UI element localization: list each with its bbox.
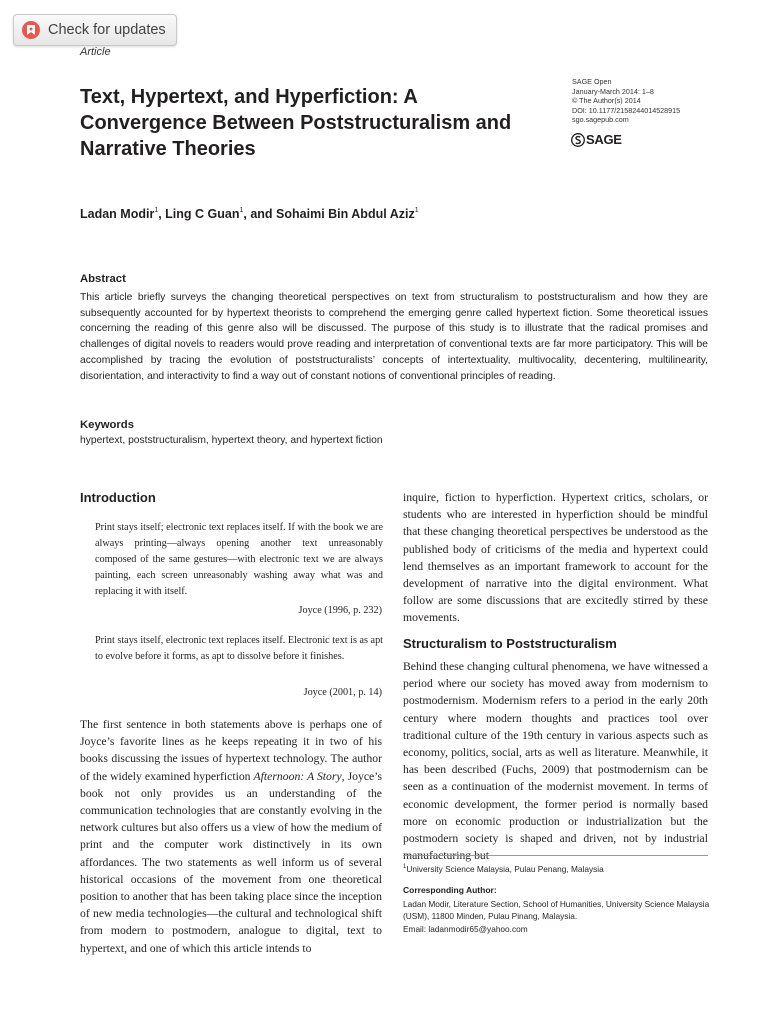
sage-logo-icon: [571, 133, 585, 147]
right-column-paragraph-1: inquire, fiction to hyperfiction. Hypertext critics, scholars, or students who are interested in hyperfiction should be mindful that these changing theoretical perspectives be understood as the published body of criticisms of the media and hypertext could lend themselves as an important framework to account for the development of narrative into the digital environment. What follow are some discussions that are excitedly stirred by these movements.: [403, 491, 708, 625]
abstract-text: This article briefly surveys the changing theoretical perspectives on text from structuralism to poststructuralism and how they are subsequently accounted for by hypertext theorists to comprehend the emerging genre called hypertext fiction. Some theoretical issues concerning the reading of this genre also will be discussed. The purpose of this study is to illustrate that the radical promises and challenges of digital novels to readers would prove reading and interpretation of conventional texts are far more participatory. This will be accomplished by tracing the evolution of poststructuralists’ concepts of intertextuality, multivocality, decentering, multilinearity, disorientation, and interactivity to find a way out of constant notions of conventional principles of reading.: [80, 292, 708, 382]
intro-paragraph-text: The first sentence in both statements above is perhaps one of Joyce’s favorite lines as he keeps repeating it in two of his books discussing the issues of hypertext technology. The author of the widely examined hyperfiction: [80, 718, 382, 783]
author-3-affiliation: 1: [414, 207, 419, 214]
check-updates-icon: [21, 20, 41, 40]
check-for-updates-label: Check for updates: [48, 22, 166, 38]
sage-logo-text: SAGE: [586, 132, 622, 147]
epigraph-quote-1: Print stays itself; electronic text replaces itself. If with the book we are always printing—always opening another text unreasonably composed of the same gestures—with electronic text we are always painting, each screen unreasonably washing away what was and replacing it with itself.: [95, 522, 383, 597]
author-1-affiliation: 1: [154, 207, 159, 214]
corresponding-author-address: Ladan Modir, Literature Section, School of Humanities, University Science Malaysia (USM), 11800 Minden, Pulau Pinang, Malaysia.: [403, 899, 710, 922]
introduction-heading: Introduction: [80, 490, 156, 505]
affiliation-footnote: [403, 864, 604, 874]
journal-site[interactable]: sgo.sagepub.com: [572, 115, 629, 125]
corresponding-author-email[interactable]: Email: ladanmodir65@yahoo.com: [403, 924, 528, 934]
author-2: Ling C Guan: [165, 207, 240, 221]
epigraph-citation-2: Joyce (2001, p. 14): [303, 687, 382, 698]
keywords-heading: Keywords: [80, 419, 134, 431]
journal-doi[interactable]: DOI: 10.1177/2158244014528915: [572, 105, 681, 115]
article-type: Article: [80, 46, 111, 58]
journal-issue: January-March 2014: 1–8: [572, 86, 654, 96]
structuralism-paragraph: Behind these changing cultural phenomena, we have witnessed a period where our society has moved away from modernism to postmodernism. Modernism refers to a period in the early 20th century where modern thoughts and practices tool over traditional culture of the 19th century in various aspects such as economy, politics, social, arts as well as literature. Meanwhile, it has been described (Fuchs, 2009) that postmodernism can be seen as a continuation of the modernist movement. In terms of economic development, the former period is normally based more on economic production or industrialization but the postmodern society is shaped and driven, not by industrial manufacturing but: [403, 660, 708, 863]
abstract-heading: Abstract: [80, 273, 126, 285]
author-2-affiliation: 1: [239, 207, 244, 214]
article-title: Text, Hypertext, and Hyperfiction: A Convergence Between Poststructuralism and Narrative Theories: [80, 86, 512, 160]
work-title: Afternoon: A Story: [253, 769, 342, 783]
author-separator: ,: [158, 207, 166, 221]
author-1: Ladan Modir: [80, 207, 155, 221]
author-separator: , and: [243, 207, 277, 221]
intro-paragraph-text: , Joyce’s book not only provides us an understanding of the communication technologies that are constantly evolving in the network cultures but also offers us a view of how the medium of print and the computer work distinctively in its own affordances. The two statements as well inform us of several historical occasions of the movement from one theoretical position to another that has been taking place since the inception of new media technologies—the cultural and technological shift from modern to postmodern, analogue to digital, text to hypertext, and one of which this article intends to: [80, 769, 383, 955]
sage-logo: [571, 132, 622, 147]
footnote-mark: 1: [403, 864, 407, 871]
section-heading-structuralism: Structuralism to Poststructuralism: [403, 636, 617, 651]
author-3: Sohaimi Bin Abdul Aziz: [276, 207, 415, 221]
corresponding-author-heading: Corresponding Author:: [403, 885, 497, 895]
journal-name: SAGE Open: [572, 77, 612, 86]
affiliation-text: University Science Malaysia, Pulau Penang, Malaysia: [406, 864, 604, 874]
intro-paragraph: [80, 716, 382, 957]
epigraph-quote-2: Print stays itself, electronic text replaces itself. Electronic text is as apt to evolve before it forms, as apt to dissolve before it finishes.: [95, 635, 383, 662]
journal-copyright: © The Author(s) 2014: [572, 96, 641, 106]
author-list: [80, 207, 419, 221]
footnote-divider: [403, 855, 708, 856]
check-for-updates-button[interactable]: [13, 14, 177, 46]
epigraph-citation-1: Joyce (1996, p. 232): [298, 605, 382, 616]
keywords-text: hypertext, poststructuralism, hypertext theory, and hypertext fiction: [80, 435, 383, 446]
journal-info: [572, 77, 680, 125]
